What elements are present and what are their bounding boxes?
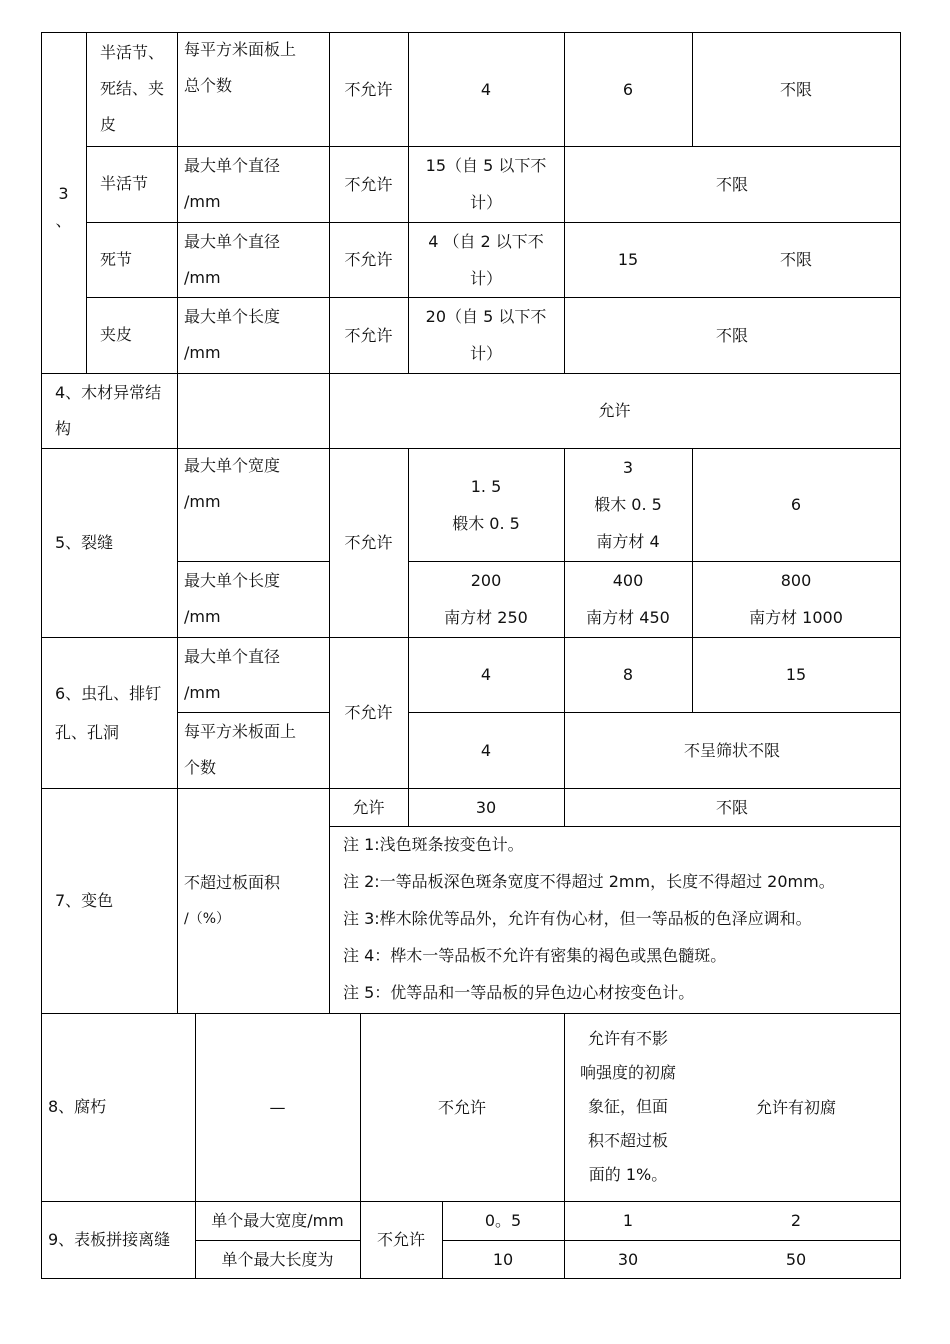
row3-sub1-measure (184, 32, 329, 146)
row5-superior: 不允许 (344, 533, 393, 552)
text-line: 象征，但面 (587, 1097, 668, 1116)
row6-count-first: 4 (480, 740, 492, 760)
row3-sub1-superior: 不允许 (344, 79, 393, 99)
text-line: 3 (622, 458, 634, 477)
text-line: 响强度的初腐 (579, 1063, 676, 1082)
row3-sub2-first (408, 146, 564, 222)
row3-sub3-measure (184, 222, 329, 297)
text-line: 4、木材异常结 (55, 382, 162, 402)
row5-width-measure (184, 448, 329, 561)
text-line: 南方材 450 (586, 608, 670, 627)
row3-sub3-qualified: 15 (617, 250, 639, 269)
row7-notes (343, 826, 898, 1013)
row3-number-mark: 、 (55, 211, 72, 230)
row3-sub1-other: 不限 (779, 79, 812, 99)
row6-count-measure (184, 712, 329, 788)
note-line: 注 4：桦木一等品板不允许有密集的褐色或黑色髓斑。 (343, 946, 727, 965)
text-line: /（%） (184, 910, 231, 927)
row5-length-first (408, 561, 564, 637)
row9-width-qualified: 1 (622, 1211, 634, 1230)
text-line: /mm (184, 607, 221, 626)
row3-sub3-first (408, 222, 564, 297)
text-line: 最大单个直径 (184, 231, 281, 251)
row9-width-first: 0。5 (484, 1211, 522, 1230)
row5-length-other (692, 561, 900, 637)
row7-measure (184, 788, 329, 1013)
text-line: 6、虫孔、排钉 (55, 683, 162, 703)
row9-width-measure: 单个最大宽度/mm (211, 1211, 344, 1230)
row8-measure: — (269, 1097, 286, 1117)
text-line: /mm (184, 267, 221, 287)
row6-diameter-other: 15 (785, 665, 807, 684)
row3-sub4-name: 夹皮 (100, 325, 133, 344)
row3-sub3-name: 死节 (100, 249, 133, 269)
row3-sub4-superior: 不允许 (344, 325, 393, 345)
text-line: 最大单个宽度 (184, 456, 281, 475)
text-line: 每平方米面板上 (184, 40, 297, 59)
text-line: 每平方米板面上 (184, 722, 297, 741)
row3-sub3-other: 不限 (779, 250, 812, 269)
text-line: 20（自 5 以下不 (425, 307, 547, 326)
text-line: 15（自 5 以下不 (425, 156, 547, 175)
row3-sub1-first: 4 (480, 79, 492, 99)
row3-sub4-measure (184, 297, 329, 373)
row5-length-measure (184, 561, 329, 637)
text-line: 总个数 (184, 76, 233, 95)
row5-length-qualified (564, 561, 692, 637)
row7-rest: 不限 (715, 797, 748, 817)
row6-label (55, 637, 177, 788)
note-line: 注 5：优等品和一等品板的异色边心材按变色计。 (343, 983, 695, 1002)
row9-label: 9、表板拼接离缝 (48, 1229, 171, 1249)
row3-sub2-name: 半活节 (100, 174, 149, 193)
row5-width-other: 6 (790, 495, 802, 514)
row7-first: 30 (475, 797, 497, 817)
row6-diameter-measure (184, 637, 329, 712)
text-line: 孔、孔洞 (55, 722, 120, 742)
row5-label: 5、裂缝 (55, 532, 114, 552)
row3-sub3-superior: 不允许 (344, 250, 393, 269)
text-line: 1. 5 (470, 476, 502, 496)
row3-sub2-rest: 不限 (715, 174, 748, 194)
text-line: 皮 (100, 115, 117, 134)
row8-label: 8、腐朽 (48, 1097, 107, 1116)
text-line: 南方材 4 (596, 532, 660, 551)
row4-label (55, 373, 177, 448)
rule (86, 32, 87, 373)
row3-sub1-qualified: 6 (622, 79, 634, 99)
text-line: 计） (469, 344, 502, 363)
row3-sub4-rest: 不限 (715, 325, 748, 345)
text-line: 最大单个直径 (184, 646, 281, 666)
text-line: 南方材 1000 (749, 608, 843, 627)
row3-sub1-name (100, 32, 177, 146)
row9-superior: 不允许 (376, 1230, 425, 1249)
rule (177, 32, 178, 1013)
row8-other: 允许有初腐 (755, 1097, 836, 1117)
text-line: 构 (55, 418, 72, 438)
row3-sub2-measure (184, 146, 329, 222)
text-line: 计） (469, 193, 502, 212)
row9-width-other: 2 (790, 1211, 802, 1230)
text-line: 面的 1%。 (588, 1165, 668, 1184)
text-line: 最大单个长度 (184, 571, 281, 590)
row9-length-other: 50 (785, 1249, 807, 1269)
text-line: 最大单个直径 (184, 156, 281, 175)
row8-qualified (564, 1013, 692, 1201)
text-line: 椴木 0. 5 (452, 513, 520, 533)
row5-width-first (408, 448, 564, 561)
note-line: 注 1:浅色斑条按变色计。 (343, 835, 524, 854)
text-line: 最大单个长度 (184, 307, 281, 326)
note-line: 注 3:桦木除优等品外，允许有伪心材，但一等品板的色泽应调和。 (343, 909, 812, 928)
row5-width-qualified (564, 448, 692, 561)
row6-diameter-first: 4 (480, 665, 492, 684)
row3-sub2-superior: 不允许 (344, 174, 393, 194)
row6-superior: 不允许 (344, 703, 393, 722)
text-line: 半活节、 (100, 43, 165, 62)
rule (900, 32, 901, 1279)
text-line: 800 (780, 571, 812, 590)
rule (41, 1278, 901, 1279)
text-line: 4 （自 2 以下不 (428, 231, 544, 251)
text-line: /mm (184, 682, 221, 702)
text-line: 椴木 0. 5 (594, 495, 662, 514)
text-line: 死结、夹 (100, 79, 165, 98)
note-line: 注 2:一等品板深色斑条宽度不得超过 2mm，长度不得超过 20mm。 (343, 872, 835, 891)
row9-length-first: 10 (492, 1249, 514, 1269)
text-line: 个数 (184, 758, 217, 777)
text-line: 积不超过板 (587, 1131, 668, 1150)
text-line: 不超过板面积 (184, 872, 281, 892)
text-line: 南方材 250 (444, 608, 528, 627)
row7-label: 7、变色 (55, 890, 114, 910)
row7-superior: 允许 (352, 797, 385, 817)
row3-sub4-first (408, 297, 564, 373)
row9-length-qualified: 30 (617, 1249, 639, 1269)
row6-diameter-qualified: 8 (622, 665, 634, 684)
row3-number (41, 32, 86, 373)
text-line: /mm (184, 192, 221, 211)
row9-length-measure: 单个最大长度为 (221, 1249, 334, 1269)
text-line: 允许有不影 (587, 1029, 668, 1048)
row4-value: 允许 (598, 401, 631, 420)
text-line: /mm (184, 343, 221, 362)
text-line: /mm (184, 492, 221, 511)
row8-superior-first: 不允许 (437, 1097, 486, 1117)
text-line: 400 (612, 571, 644, 590)
text-line: 计） (469, 268, 502, 288)
row6-count-rest: 不呈筛状不限 (683, 740, 780, 760)
text-line: 200 (470, 571, 502, 590)
row3-number-text: 3 (58, 184, 69, 203)
